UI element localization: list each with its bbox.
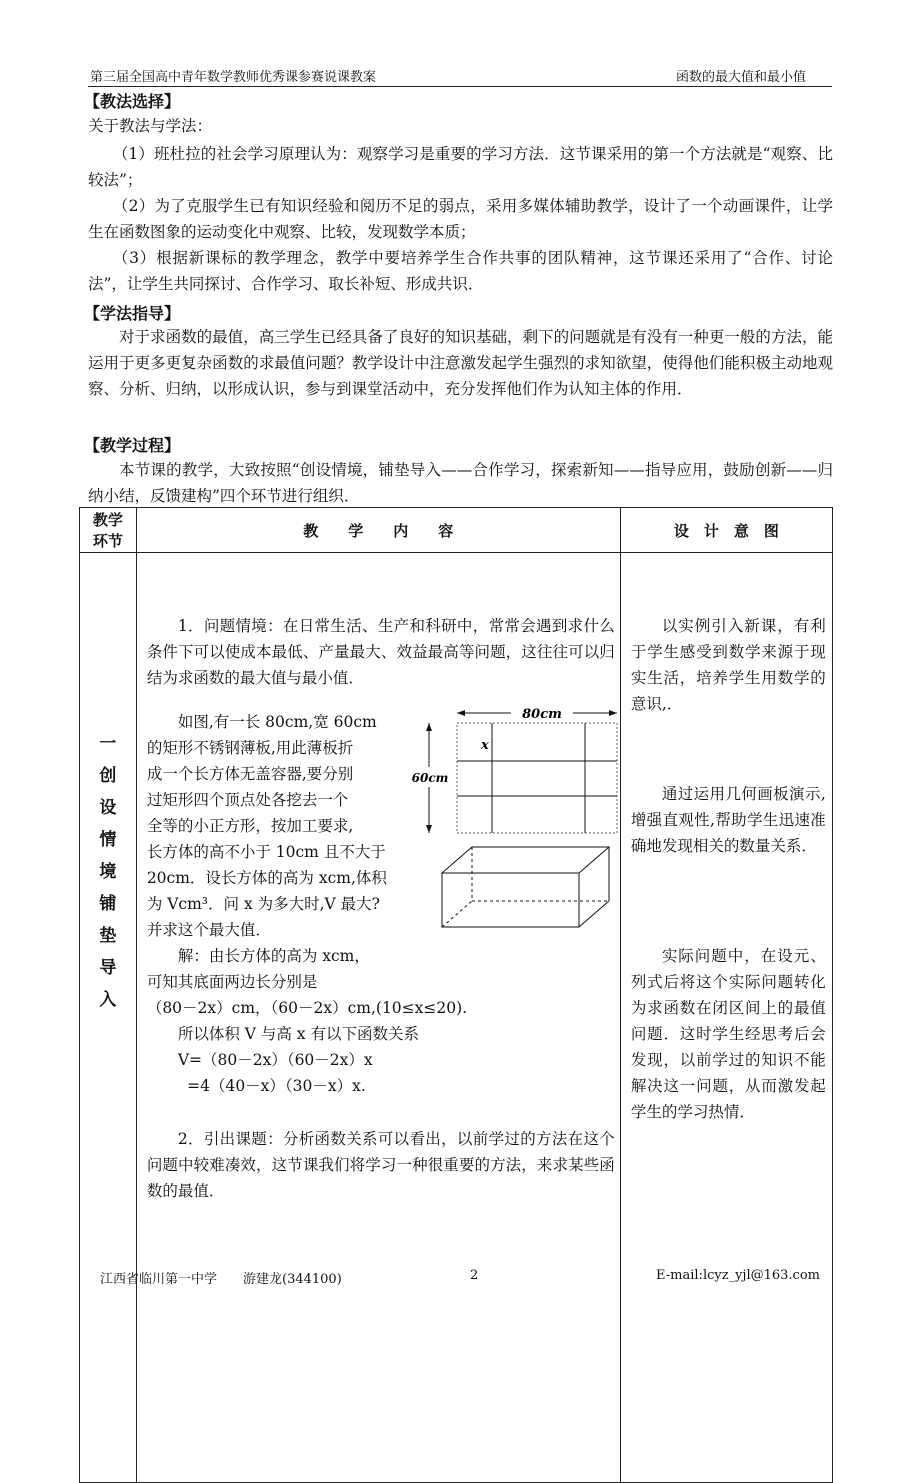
method-title: 【教法选择】 — [84, 92, 181, 111]
page-header — [88, 64, 832, 87]
method-item-1: （1）班杜拉的社会学习原理认为：观察学习是重要的学习方法．这节课采用的第一个方法就是“观察、比较法”； — [88, 145, 833, 189]
content-example: 如图,有一长 80cm,宽 60cm 的矩形不锈钢薄板,用此薄板折 成一个长方体无盖容器,要分别 过矩形四个顶点处各挖去一个 全等的小正方形，按加工要求, 长方体的高不小于 10cm 且不大于 20cm．设长方体的高为 xcm,体积 为 Vcm³．问 x 为多大时,V 最大? 并求这个最大值． — [146, 713, 387, 939]
header-left: 第三届全国高中青年数学教师优秀课参赛说课教案 — [90, 70, 377, 85]
header-right: 函数的最大值和最小值 — [675, 70, 806, 85]
header-content: 教 学 内 容 — [136, 508, 620, 553]
design-note-2: 通过运用几何画板演示,增强直观性,帮助学生迅速准确地发现相关的数量关系． — [630, 785, 826, 855]
page-number: 2 — [470, 1268, 479, 1283]
design-note-3: 实际问题中，在设元、列式后将这个实际问题转化为求函数在闭区间上的最值问题．这时学生经思考后会发现，以前学过的知识不能解决这一问题，从而激发起学生的学习热情． — [630, 947, 826, 1121]
width-arrowhead-left — [457, 710, 465, 716]
footer-left: 江西省临川第一中学 游建龙(344100) — [100, 1272, 342, 1287]
x-label: x — [480, 738, 489, 753]
process-title: 【教学过程】 — [84, 436, 181, 455]
box-figure — [437, 843, 617, 933]
width-label: 80cm — [521, 707, 562, 722]
content-solution: 解：由长方体的高为 xcm， 可知其底面两边长分别是 （80－2x）cm，（60－2x）cm,(10≤x≤20). 所以体积 V 与高 x 有以下函数关系 V=（80－2x）（60－2x）x =4（40－x）（30－x）x. — [146, 947, 468, 1095]
method-item-2: （2）为了克服学生已有知识经验和阅历不足的弱点，采用多媒体辅助教学，设计了一个动画课件，让学生在函数图象的运动变化中观察、比较，发现数学本质； — [88, 197, 833, 241]
phase-label: 一 创 设 情 境 铺 垫 导 入 — [80, 553, 137, 1483]
content-problem: 1．问题情境：在日常生活、生产和科研中，常常会遇到求什么条件下可以使成本最低、产量最大、效益最高等问题，这往往可以归结为求函数的最大值与最小值． — [146, 617, 615, 687]
design-cell — [620, 553, 832, 1483]
lesson-table — [79, 507, 833, 1483]
content-topic: 2．引出课题：分析函数关系可以看出，以前学过的方法在这个问题中较难凑效，这节课我们将学习一种很重要的方法，来求某些函数的最值． — [146, 1130, 615, 1200]
study-text: 对于求函数的最值，高三学生已经具备了良好的知识基础，剩下的问题就是有没有一种更一般的方法，能运用于更多更复杂函数的求最值问题？教学设计中注意激发起学生强烈的求知欲望，使得他们能积极主动地观察、分析、归纳，以形成认识，参与到课堂活动中，充分发挥他们作为认知主体的作用． — [88, 328, 833, 398]
header-phase: 教学 环节 — [80, 508, 137, 553]
study-title: 【学法指导】 — [84, 304, 181, 323]
design-note-1: 以实例引入新课，有利于学生感受到数学来源于现实生活，培养学生用数学的意识,． — [630, 617, 826, 713]
method-item-3: （3）根据新课标的教学理念，教学中要培养学生合作共事的团队精神，这节课还采用了“合作、讨论法”，让学生共同探讨、合作学习、取长补短、形成共识． — [88, 249, 833, 293]
method-intro: 关于教法与学法： — [88, 117, 213, 135]
process-text: 本节课的教学，大致按照“创设情境，铺垫导入——合作学习，探索新知——指导应用，鼓励创新——归纳小结，反馈建构”四个环节进行组织． — [88, 461, 833, 505]
width-arrowhead-right — [609, 710, 617, 716]
content-cell — [136, 553, 620, 1483]
footer-email: E-mail:lcyz_yjl@163.com — [656, 1268, 820, 1283]
header-design: 设 计 意 图 — [620, 508, 832, 553]
height-label: 60cm — [411, 771, 449, 785]
sheet-figure — [411, 701, 622, 836]
